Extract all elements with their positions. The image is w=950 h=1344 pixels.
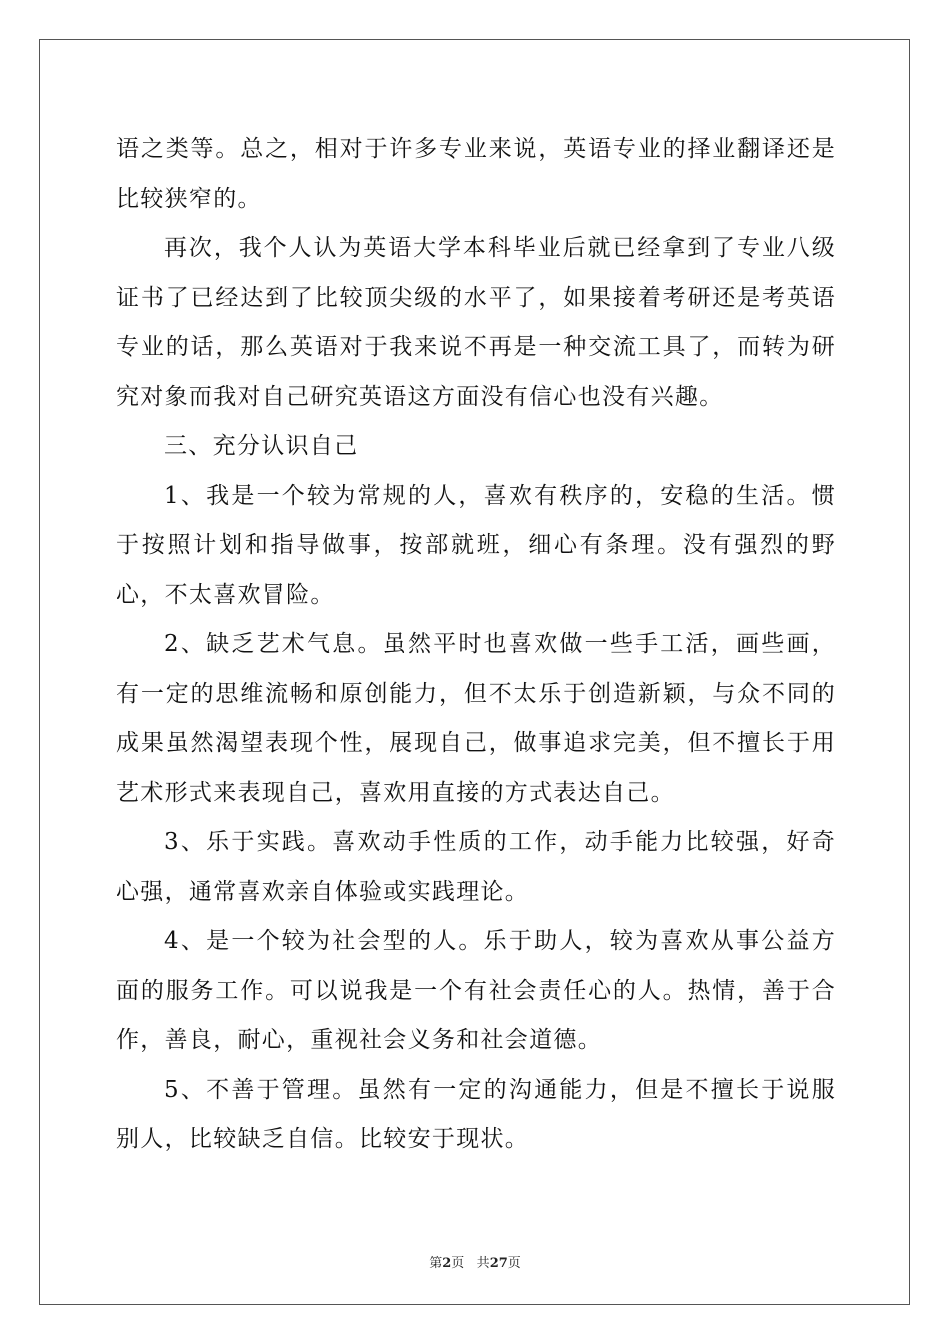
document-body (116, 125, 836, 1165)
list-item: 3、乐于实践。喜欢动手性质的工作，动手能力比较强，好奇心强，通常喜欢亲自体验或实践理论。 (116, 829, 836, 905)
list-item: 4、是一个较为社会型的人。乐于助人，较为喜欢从事公益方面的服务工作。可以说我是一个有社会责任心的人。热情，善于合作，善良，耐心，重视社会义务和社会道德。 (116, 928, 836, 1053)
list-item: 2、缺乏艺术气息。虽然平时也喜欢做一些手工活，画些画，有一定的思维流畅和原创能力，但不太乐于创造新颖，与众不同的成果虽然渴望表现个性，展现自己，做事追求完美，但不擅长于用艺术形式来表现自己，喜欢用直接的方式表达自己。 (116, 631, 836, 806)
list-item: 1、我是一个较为常规的人，喜欢有秩序的，安稳的生活。惯于按照计划和指导做事，按部就班，细心有条理。没有强烈的野心，不太喜欢冒险。 (116, 482, 836, 608)
total-suffix: 页 (507, 1256, 521, 1271)
list-item: 5、不善于管理。虽然有一定的沟通能力，但是不擅长于说服别人，比较缺乏自信。比较安于现状。 (116, 1076, 836, 1152)
page-suffix: 页 (451, 1256, 465, 1271)
page-footer (0, 1252, 950, 1271)
total-prefix: 共 (476, 1256, 490, 1271)
paragraph: 再次，我个人认为英语大学本科毕业后就已经拿到了专业八级证书了已经达到了比较顶尖级的水平了，如果接着考研还是考英语专业的话，那么英语对于我来说不再是一种交流工具了，而转为研究对象而我对自己研究英语这方面没有信心也没有兴趣。 (116, 235, 836, 410)
page-number: 2 (442, 1256, 452, 1271)
page-prefix: 第 (429, 1256, 443, 1271)
total-pages: 27 (489, 1256, 508, 1271)
paragraph: 语之类等。总之，相对于许多专业来说，英语专业的择业翻译还是比较狭窄的。 (116, 136, 836, 212)
section-heading: 三、充分认识自己 (164, 433, 359, 459)
